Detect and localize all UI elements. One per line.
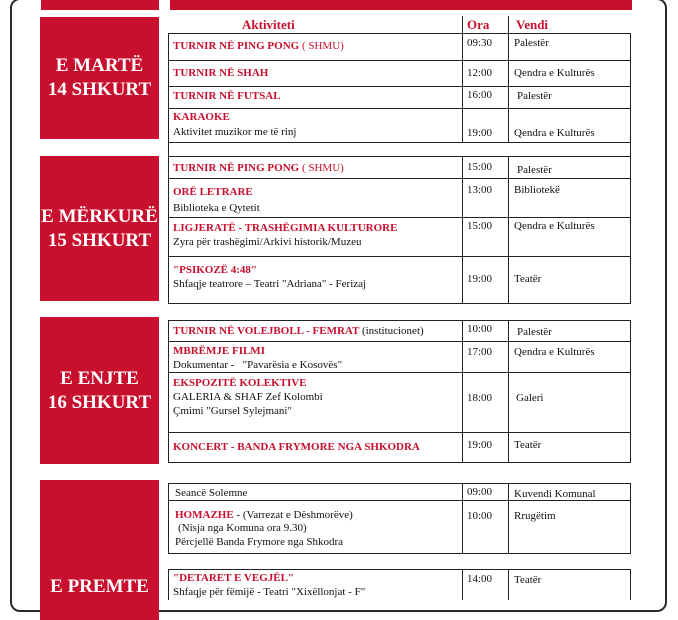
table-rule [168,142,631,143]
table-rule [508,33,509,142]
table-rule [168,569,631,570]
table-rule [462,569,463,600]
day-label-wednesday [40,156,159,301]
event-time: 13:00 [467,184,493,196]
table-rule [168,432,631,433]
table-rule [462,33,463,142]
table-rule [168,156,169,303]
event-title: TURNIR NË PING PONG ( SHMU) [173,162,344,174]
event-description: Biblioteka e Qytetit [173,202,260,214]
table-rule [630,320,631,462]
event-venue: Teatër [514,273,542,285]
table-rule [168,553,631,554]
event-time: 19:00 [467,273,493,285]
event-venue: Qendra e Kulturës [514,127,595,139]
day-date: 15 SHKURT [47,229,152,251]
event-title: EKSPOZITË KOLEKTIVE [173,377,307,389]
event-title: MBRËMJE FILMI [173,345,265,357]
table-rule [508,320,509,462]
header-divider [462,16,463,33]
event-venue: Kuvendi Komunal [514,488,596,500]
event-title: "DETARET E VEGJËL" [173,572,295,584]
day-name: E MARTË [55,55,144,76]
event-venue: Bibliotekë [514,184,560,196]
table-rule [168,178,631,179]
table-rule [168,483,631,484]
table-rule [630,483,631,553]
table-rule [630,569,631,600]
header-time: Ora [467,17,490,32]
table-rule [168,320,631,321]
table-rule [168,462,631,463]
event-venue: Qendra e Kulturës [514,67,595,79]
table-rule [168,256,631,257]
event-venue: Palestër [517,326,552,338]
table-rule [168,33,169,156]
event-title: ORË LETRARE [173,186,253,198]
event-description: Shfaqje teatrore – Teatri "Adriana" - Ferizaj [173,278,367,290]
top-bar-left [41,0,159,10]
event-description: Shfaqje për fëmijë - Teatri "Xixëllonjat - F" [173,586,366,598]
table-rule [630,33,631,156]
table-rule [462,156,463,303]
event-time: 19:00 [467,127,493,139]
event-title: TURNIR NË VOLEJBOLL - FEMRAT (institucionet) [173,325,424,337]
day-label-friday [40,480,159,620]
event-time: 14:00 [467,573,493,585]
table-rule [508,483,509,553]
day-date: 14 SHKURT [47,79,152,100]
table-rule [462,320,463,462]
event-time: 09:00 [467,486,493,498]
header-divider [508,16,509,33]
day-name: E PREMTE [50,576,149,597]
header-activity: Aktiviteti [242,17,295,32]
event-venue: Rrugëtim [514,510,556,522]
event-description: Aktivitet muzikor me të rinj [173,126,297,138]
event-title: TURNIR NË SHAH [173,67,269,79]
event-title: TURNIR NË FUTSAL [173,90,281,102]
event-venue: Palestër [514,37,549,49]
day-name: E ENJTE [60,367,139,389]
table-rule [168,86,631,87]
event-venue: Teatër [514,439,542,451]
table-rule [462,483,463,553]
event-time: 17:00 [467,346,493,358]
event-venue: Galeri [516,392,544,404]
event-title: HOMAZHE - (Varrezat e Dëshmorëve) [175,509,353,521]
event-time: 10:00 [467,323,493,335]
event-venue: Teatër [514,574,542,586]
event-title: LIGJERATË - TRASHËGIMIA KULTURORE [173,222,398,234]
table-rule [508,569,509,600]
event-venue: Qendra e Kulturës [514,346,595,358]
event-title: "PSIKOZË 4:48" [173,264,258,276]
event-description: Çmimi "Gursel Sylejmani" [173,405,292,417]
table-rule [168,500,631,501]
event-description: Dokumentar - "Pavarësia e Kosovës" [173,359,343,371]
event-title: TURNIR NË PING PONG ( SHMU) [173,40,344,52]
table-rule [168,108,631,109]
event-description: (Nisja nga Komuna ora 9.30) [178,522,307,534]
table-rule [168,483,169,553]
event-description: Zyra për trashëgimi/Arkivi historik/Muzeu [173,236,362,248]
top-bar-right [170,0,632,10]
event-description: Përcjellë Banda Frymore nga Shkodra [175,536,344,548]
event-time: 10:00 [467,510,493,522]
event-description: Seancë Solemne [175,487,248,499]
day-label-thursday [40,317,159,464]
table-rule [168,60,631,61]
event-title: KARAOKE [173,111,230,123]
day-name: E MËRKURË [41,205,158,227]
event-venue: Palestër [517,164,552,176]
table-rule [168,320,169,462]
table-rule [168,217,631,218]
event-time: 15:00 [467,161,493,173]
event-title: KONCERT - BANDA FRYMORE NGA SHKODRA [173,441,420,453]
event-description: GALERIA & SHAF Zef Kolombi [173,391,323,403]
table-rule [168,303,631,304]
table-rule [168,341,631,342]
event-venue: Palestër [517,90,552,102]
table-rule [168,569,169,600]
day-date: 16 SHKURT [47,391,152,413]
table-rule [168,33,631,34]
table-rule [630,156,631,303]
table-rule [508,156,509,303]
event-time: 12:00 [467,67,493,79]
table-rule [168,156,631,157]
event-time: 18:00 [467,392,493,404]
header-venue: Vendi [516,17,549,32]
event-time: 19:00 [467,439,493,451]
event-time: 16:00 [467,89,493,101]
day-label-tuesday [40,17,159,139]
event-venue: Qendra e Kulturës [514,220,595,232]
event-time: 15:00 [467,220,493,232]
table-rule [168,372,631,373]
event-time: 09:30 [467,37,493,49]
